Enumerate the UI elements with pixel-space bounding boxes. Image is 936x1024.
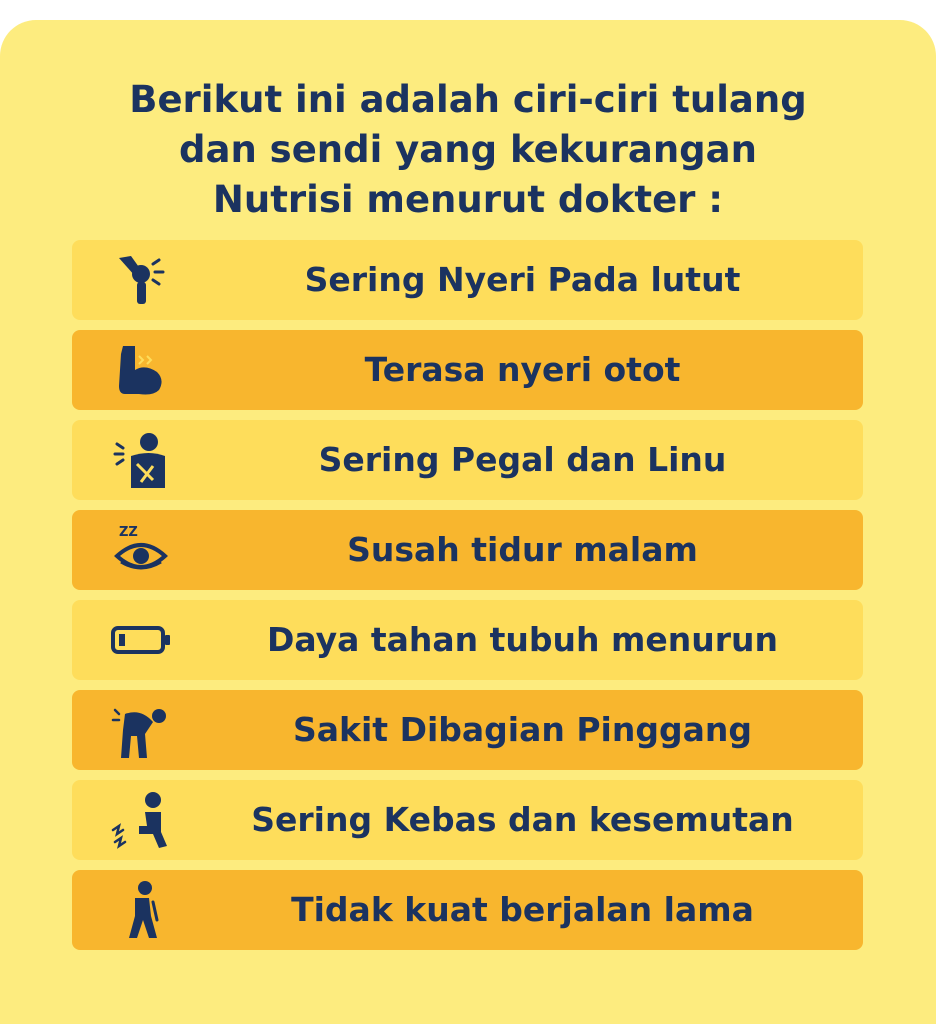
- list-item: [72, 510, 863, 590]
- page-title: [0, 75, 936, 225]
- shoulder-pain-icon: [106, 430, 176, 490]
- back-pain-icon: [106, 700, 176, 760]
- list-item: [72, 420, 863, 500]
- list-item: [72, 240, 863, 320]
- low-battery-icon: [106, 610, 176, 670]
- item-label: Susah tidur malam: [347, 530, 698, 569]
- list-item: [72, 690, 863, 770]
- item-label: Sering Nyeri Pada lutut: [304, 260, 741, 299]
- numbness-icon: [106, 790, 176, 850]
- item-label: Sakit Dibagian Pinggang: [293, 710, 752, 749]
- item-label: Sering Kebas dan kesemutan: [251, 800, 794, 839]
- item-label: Sering Pegal dan Linu: [318, 440, 727, 479]
- list-item: [72, 780, 863, 860]
- flexed-arm-pain-icon: [106, 340, 176, 400]
- title-line-2: dan sendi yang kekurangan: [179, 128, 757, 171]
- sleepless-eye-icon: [106, 520, 176, 580]
- svg-text:ZZ: ZZ: [119, 525, 138, 540]
- item-label: Daya tahan tubuh menurun: [266, 620, 779, 659]
- knee-joint-icon: [106, 250, 176, 310]
- item-label: Terasa nyeri otot: [364, 350, 681, 389]
- list-item: [72, 330, 863, 410]
- title-line-3: Nutrisi menurut dokter :: [212, 178, 724, 221]
- title-line-1: Berikut ini adalah ciri-ciri tulang: [129, 78, 807, 121]
- list-item: [72, 870, 863, 950]
- walking-pain-icon: [106, 880, 176, 940]
- item-label: Tidak kuat berjalan lama: [291, 890, 754, 929]
- list-item: [72, 600, 863, 680]
